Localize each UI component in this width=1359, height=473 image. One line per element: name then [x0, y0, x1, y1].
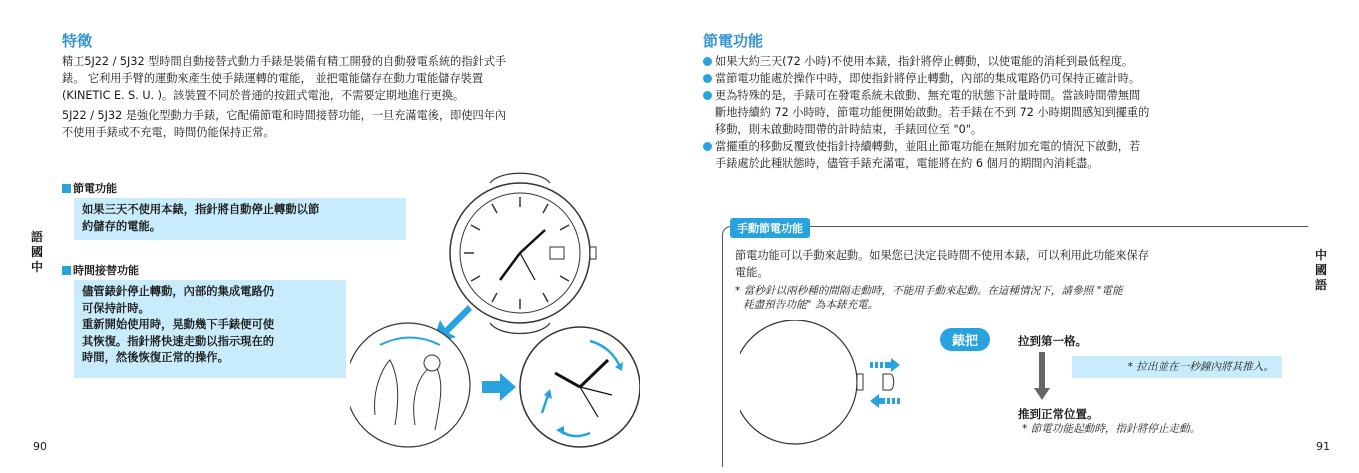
watch-front-icon	[450, 173, 596, 333]
bullet-line: 移動，則未啟動時間帶的計時結束，手錶回位至 "0"。	[715, 123, 983, 136]
step1-note: * 拉出並在一秒鐘內將其推入。	[1072, 356, 1282, 378]
feature2-line: 儘管錶針停止轉動，內部的集成電路仍	[82, 285, 275, 298]
arrow-right-icon	[482, 373, 516, 401]
manual-note-line: * 當秒針以兩秒種的間隔走動時，不能用手動來起動。在這種情況下，請參照 "電能	[735, 285, 1123, 297]
right-page-title: 節電功能	[703, 32, 764, 50]
feature2-line: 其恢復。指針將快速走動以指示現在的	[82, 334, 275, 348]
left-intro	[62, 53, 652, 104]
intro-line: (KINETIC E. S. U. )。該裝置不同於普通的按鈕式電池，不需要定期地進行更換。	[62, 89, 465, 102]
fast-hands-dial-icon	[520, 327, 640, 447]
intro2-line: 不使用手錶或不充電，時間仍能保持正常。	[62, 126, 275, 139]
bullet-item	[703, 53, 1303, 70]
feature2-heading	[62, 262, 139, 278]
manual-note	[735, 284, 1300, 312]
bullet-item	[703, 87, 1303, 138]
down-arrow-icon	[1032, 352, 1052, 402]
arrow-in-icon	[870, 394, 900, 408]
crown-illustration	[740, 320, 920, 450]
square-bullet-icon	[62, 184, 71, 193]
crown-pulled-icon	[883, 374, 894, 390]
right-language-label	[1314, 248, 1328, 293]
intro2-line: 5J22 / 5J32 是強化型動力手錶，它配備節電和時間接替功能，一旦充滿電後，即使四年內	[62, 109, 507, 122]
feature2-line: 重新開始使用時，晃動幾下手錶便可使	[82, 318, 275, 331]
left-language-label	[30, 230, 44, 275]
label-char: 語	[30, 230, 43, 244]
crown-label: 錶把	[940, 328, 990, 351]
label-char: 中	[30, 260, 43, 274]
left-page-number: 90	[33, 440, 47, 453]
feature1-title: 節電功能	[73, 182, 117, 195]
square-bullet-icon	[62, 266, 71, 275]
feature1-line: 如果三天不使用本錶，指針將自動停止轉動以節	[82, 203, 320, 216]
bullet-item	[703, 70, 1303, 87]
bullet-line: 如果大約三天(72 小時)不使用本錶，指針將停止轉動，以使電能的消耗到最低程度。	[715, 55, 1134, 68]
crown-pushed-icon	[857, 374, 863, 390]
bullet-line: 手錶處於此種狀態時，儘管手錶充滿電，電能將在約 6 個月的期間內消耗盡。	[715, 157, 1099, 170]
feature1-heading	[62, 180, 117, 196]
manual-line: 節電功能可以手動來起動。如果您已決定長時間不使用本錶，可以利用此功能來保存	[735, 249, 1149, 262]
feature2-line: 可保持計時。	[82, 301, 150, 315]
arrow-out-icon	[870, 358, 900, 372]
shaking-hand-icon	[350, 323, 470, 447]
step2-note: * 節電功能起動時，指針將停止走動。	[1022, 423, 1201, 435]
left-intro2	[62, 107, 652, 141]
manual-title: 手動節電功能	[730, 218, 810, 238]
label-char: 國	[30, 245, 43, 259]
feature1-line: 約儲存的電能。	[82, 219, 162, 233]
step2-text: 推到正常位置。	[1018, 407, 1099, 421]
right-page-number: 91	[1316, 440, 1330, 453]
bullet-item	[703, 138, 1303, 172]
left-page-title: 特徵	[62, 32, 93, 50]
feature2-line: 時間，然後恢復正常的操作。	[82, 351, 229, 364]
feature2-title: 時間接替功能	[73, 264, 139, 277]
label-char: 國	[1314, 263, 1327, 277]
label-char: 語	[1314, 278, 1327, 292]
bullet-line: 斷地持續約 72 小時時，節電功能便開始啟動。若手錶在不到 72 小時期間感知到擺重的	[715, 106, 1150, 119]
intro-line: 精工5J22 / 5J32 型時間自動接替式動力手錶是裝備有精工開發的自動發電系統的指針式手	[62, 55, 507, 68]
watch-case-icon	[740, 320, 857, 444]
intro-line: 錶。 它利用手臂的運動來產生使手錶運轉的電能， 並把電能儲存在動力電能儲存裝置	[62, 72, 484, 85]
manual-note-line: 耗盡預告功能" 為本錶充電。	[743, 299, 879, 311]
bullet-line: 當節電功能處於操作中時，即使指針將停止轉動，內部的集成電路仍可保持正確計時。	[715, 72, 1141, 85]
label-char: 中	[1314, 248, 1327, 262]
step1-text: 拉到第一格。	[1018, 334, 1087, 348]
manual-text	[735, 247, 1300, 281]
feature2-box	[74, 280, 346, 378]
manual-line: 電能。	[735, 266, 769, 279]
bullet-line: 當擺重的移動反覆致使指針持續轉動，並阻止節電功能在無附加充電的情況下啟動，若	[715, 140, 1141, 153]
watch-illustration	[350, 155, 640, 455]
bullet-line: 更為特殊的是，手錶可在發電系統未啟動、無充電的狀態下計量時間。當該時間帶無間	[715, 89, 1141, 102]
right-bullets	[703, 53, 1303, 172]
